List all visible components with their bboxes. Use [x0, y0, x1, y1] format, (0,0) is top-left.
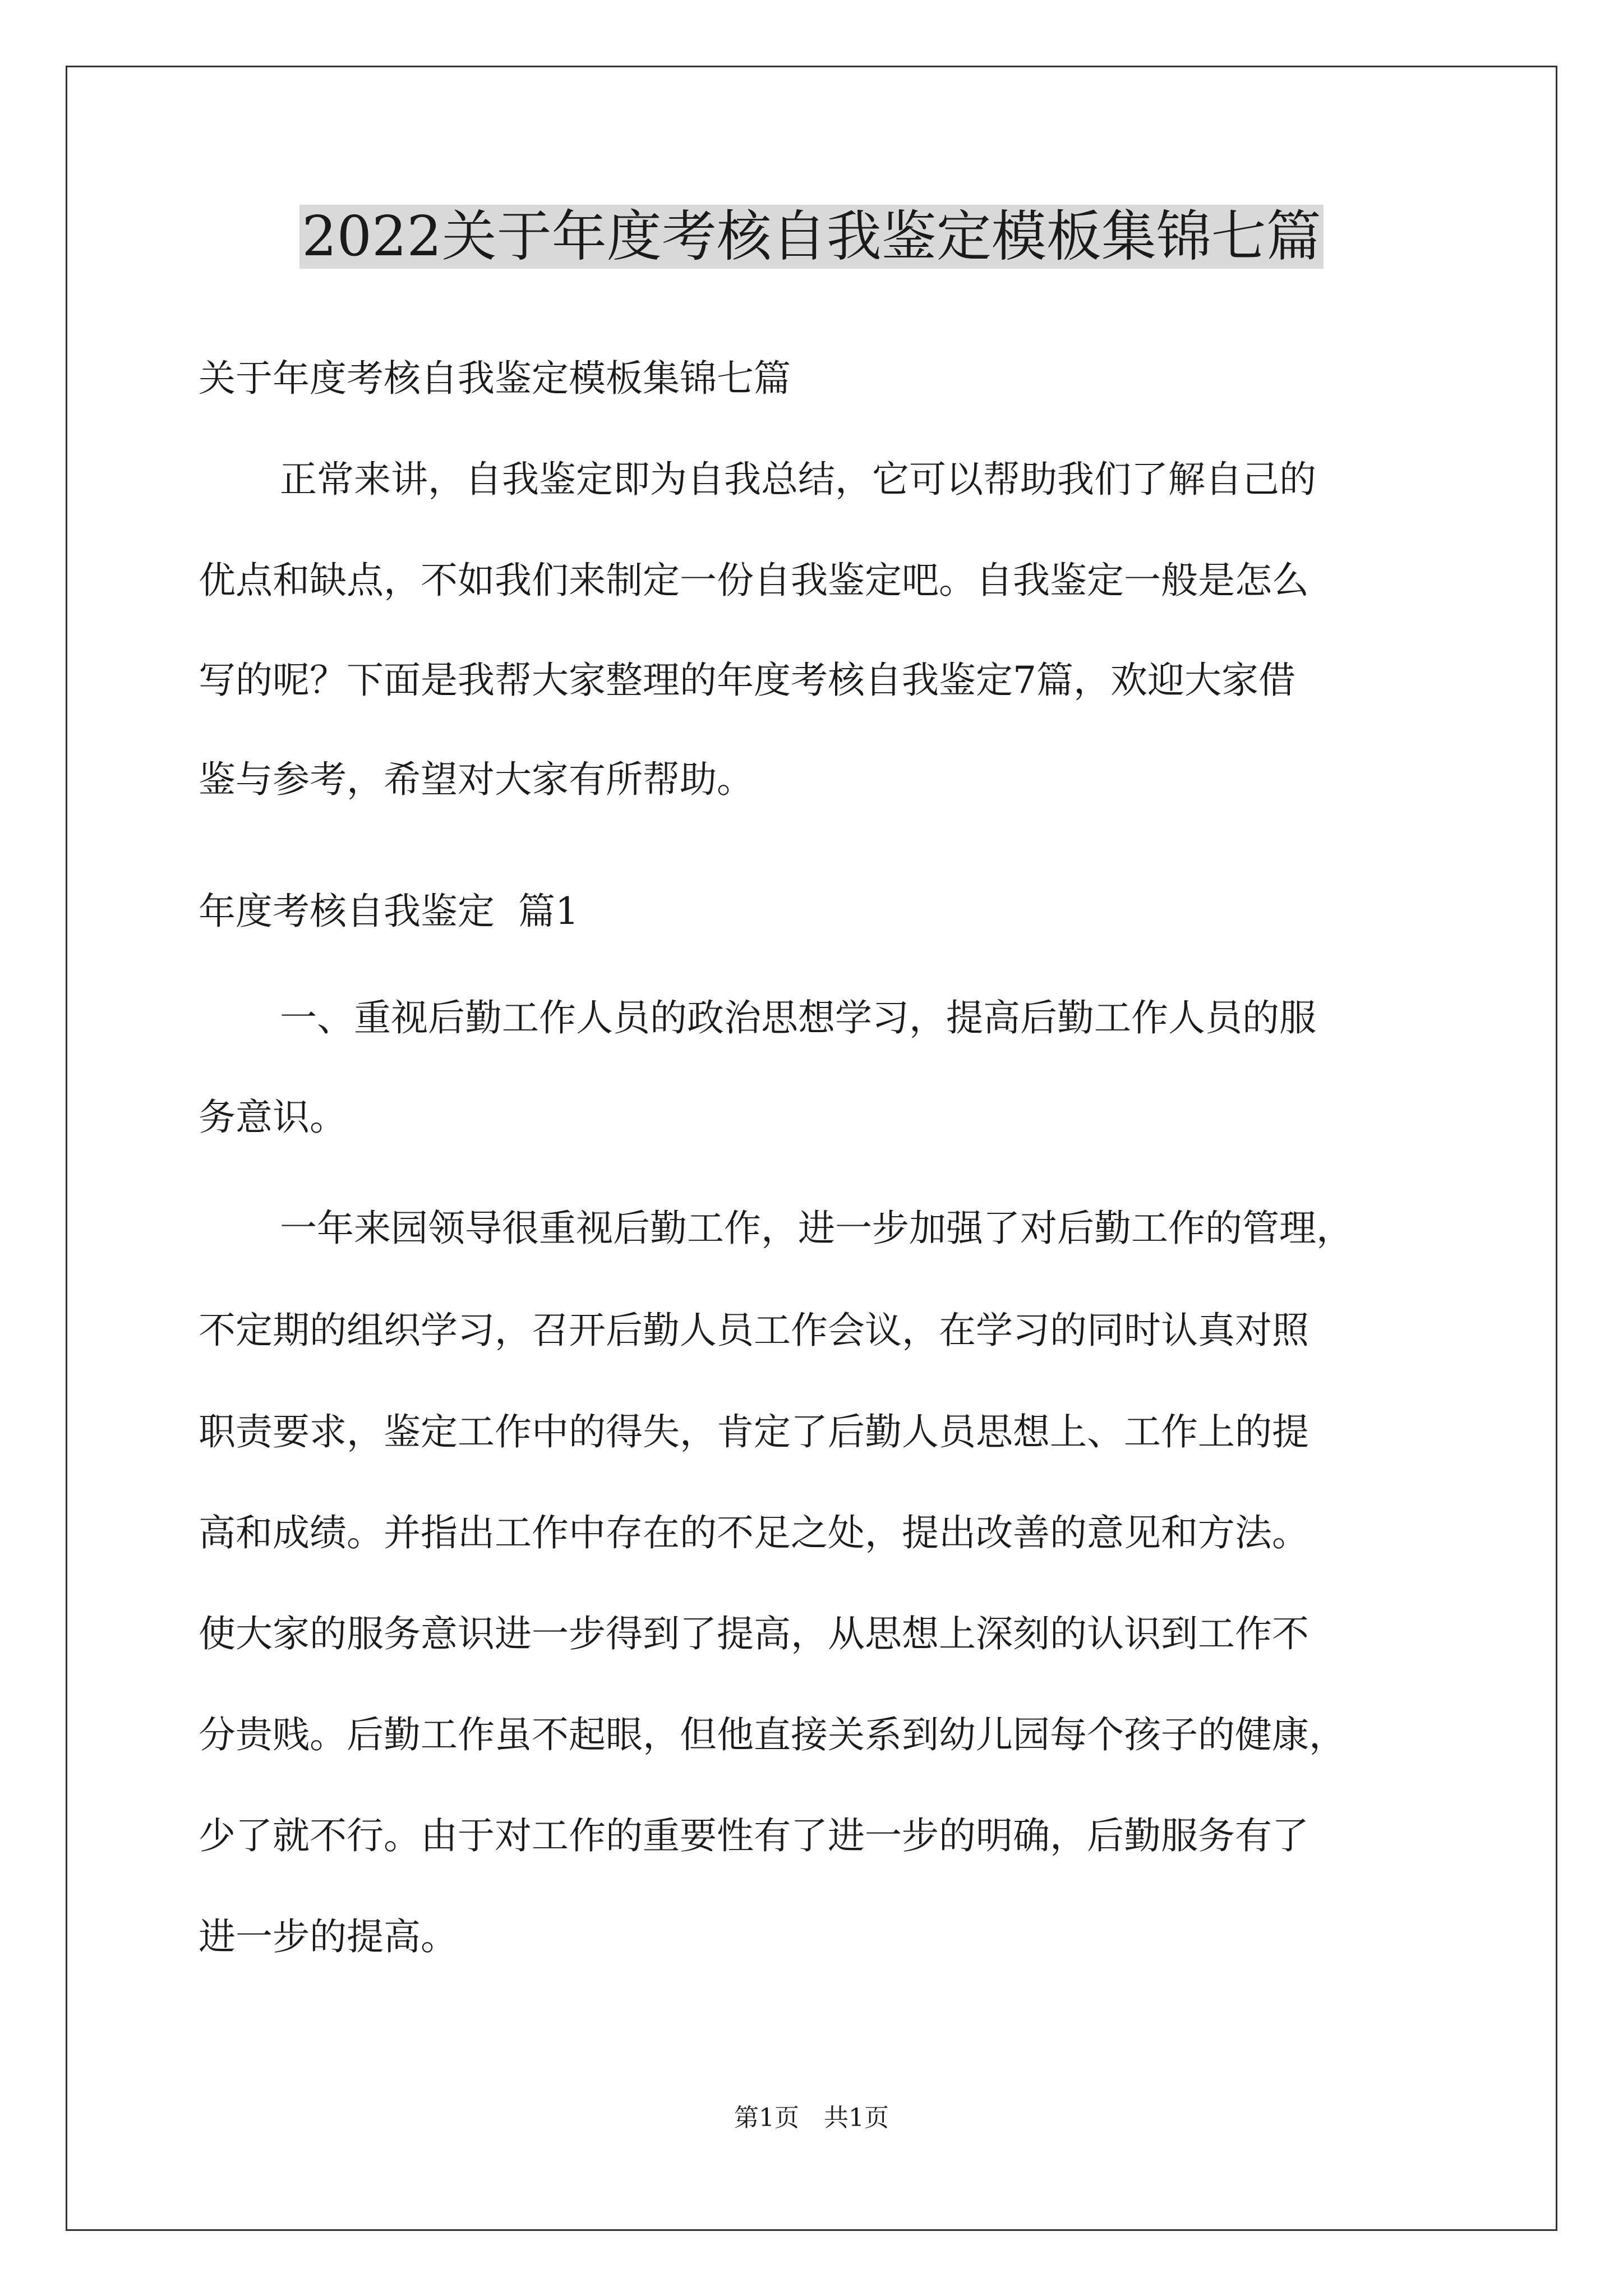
section-heading: 年度考核自我鉴定 篇1 — [199, 890, 579, 933]
page-total: 共1页 — [824, 2104, 889, 2132]
body-line: 一年来园领导很重视后勤工作，进一步加强了对后勤工作的管理， — [280, 1207, 1353, 1250]
intro-line: 写的呢？下面是我帮大家整理的年度考核自我鉴定7篇，欢迎大家借 — [199, 659, 1295, 702]
body-line: 分贵贱。后勤工作虽不起眼，但他直接关系到幼儿园每个孩子的健康， — [199, 1713, 1346, 1756]
document-subtitle: 关于年度考核自我鉴定模板集锦七篇 — [199, 357, 791, 400]
intro-line: 鉴与参考，希望对大家有所帮助。 — [199, 758, 754, 801]
intro-line: 优点和缺点，不如我们来制定一份自我鉴定吧。自我鉴定一般是怎么 — [199, 559, 1309, 602]
point-one-line: 务意识。 — [199, 1096, 347, 1139]
body-line: 高和成绩。并指出工作中存在的不足之处，提出改善的意见和方法。 — [199, 1511, 1309, 1554]
point-one-line: 一、重视后勤工作人员的政治思想学习，提高后勤工作人员的服 — [280, 996, 1316, 1039]
document-title — [0, 197, 1623, 276]
page-number: 第1页 — [734, 2104, 799, 2132]
document-title-text: 2022关于年度考核自我鉴定模板集锦七篇 — [299, 205, 1323, 269]
intro-line: 正常来讲，自我鉴定即为自我总结，它可以帮助我们了解自己的 — [280, 458, 1316, 501]
body-line: 少了就不行。由于对工作的重要性有了进一步的明确，后勤服务有了 — [199, 1814, 1309, 1857]
body-line: 不定期的组织学习，召开后勤人员工作会议，在学习的同时认真对照 — [199, 1309, 1309, 1352]
body-line: 职责要求，鉴定工作中的得失，肯定了后勤人员思想上、工作上的提 — [199, 1410, 1309, 1453]
page-footer — [0, 2101, 1623, 2135]
body-line: 进一步的提高。 — [199, 1915, 458, 1958]
body-line: 使大家的服务意识进一步得到了提高，从思想上深刻的认识到工作不 — [199, 1612, 1309, 1655]
